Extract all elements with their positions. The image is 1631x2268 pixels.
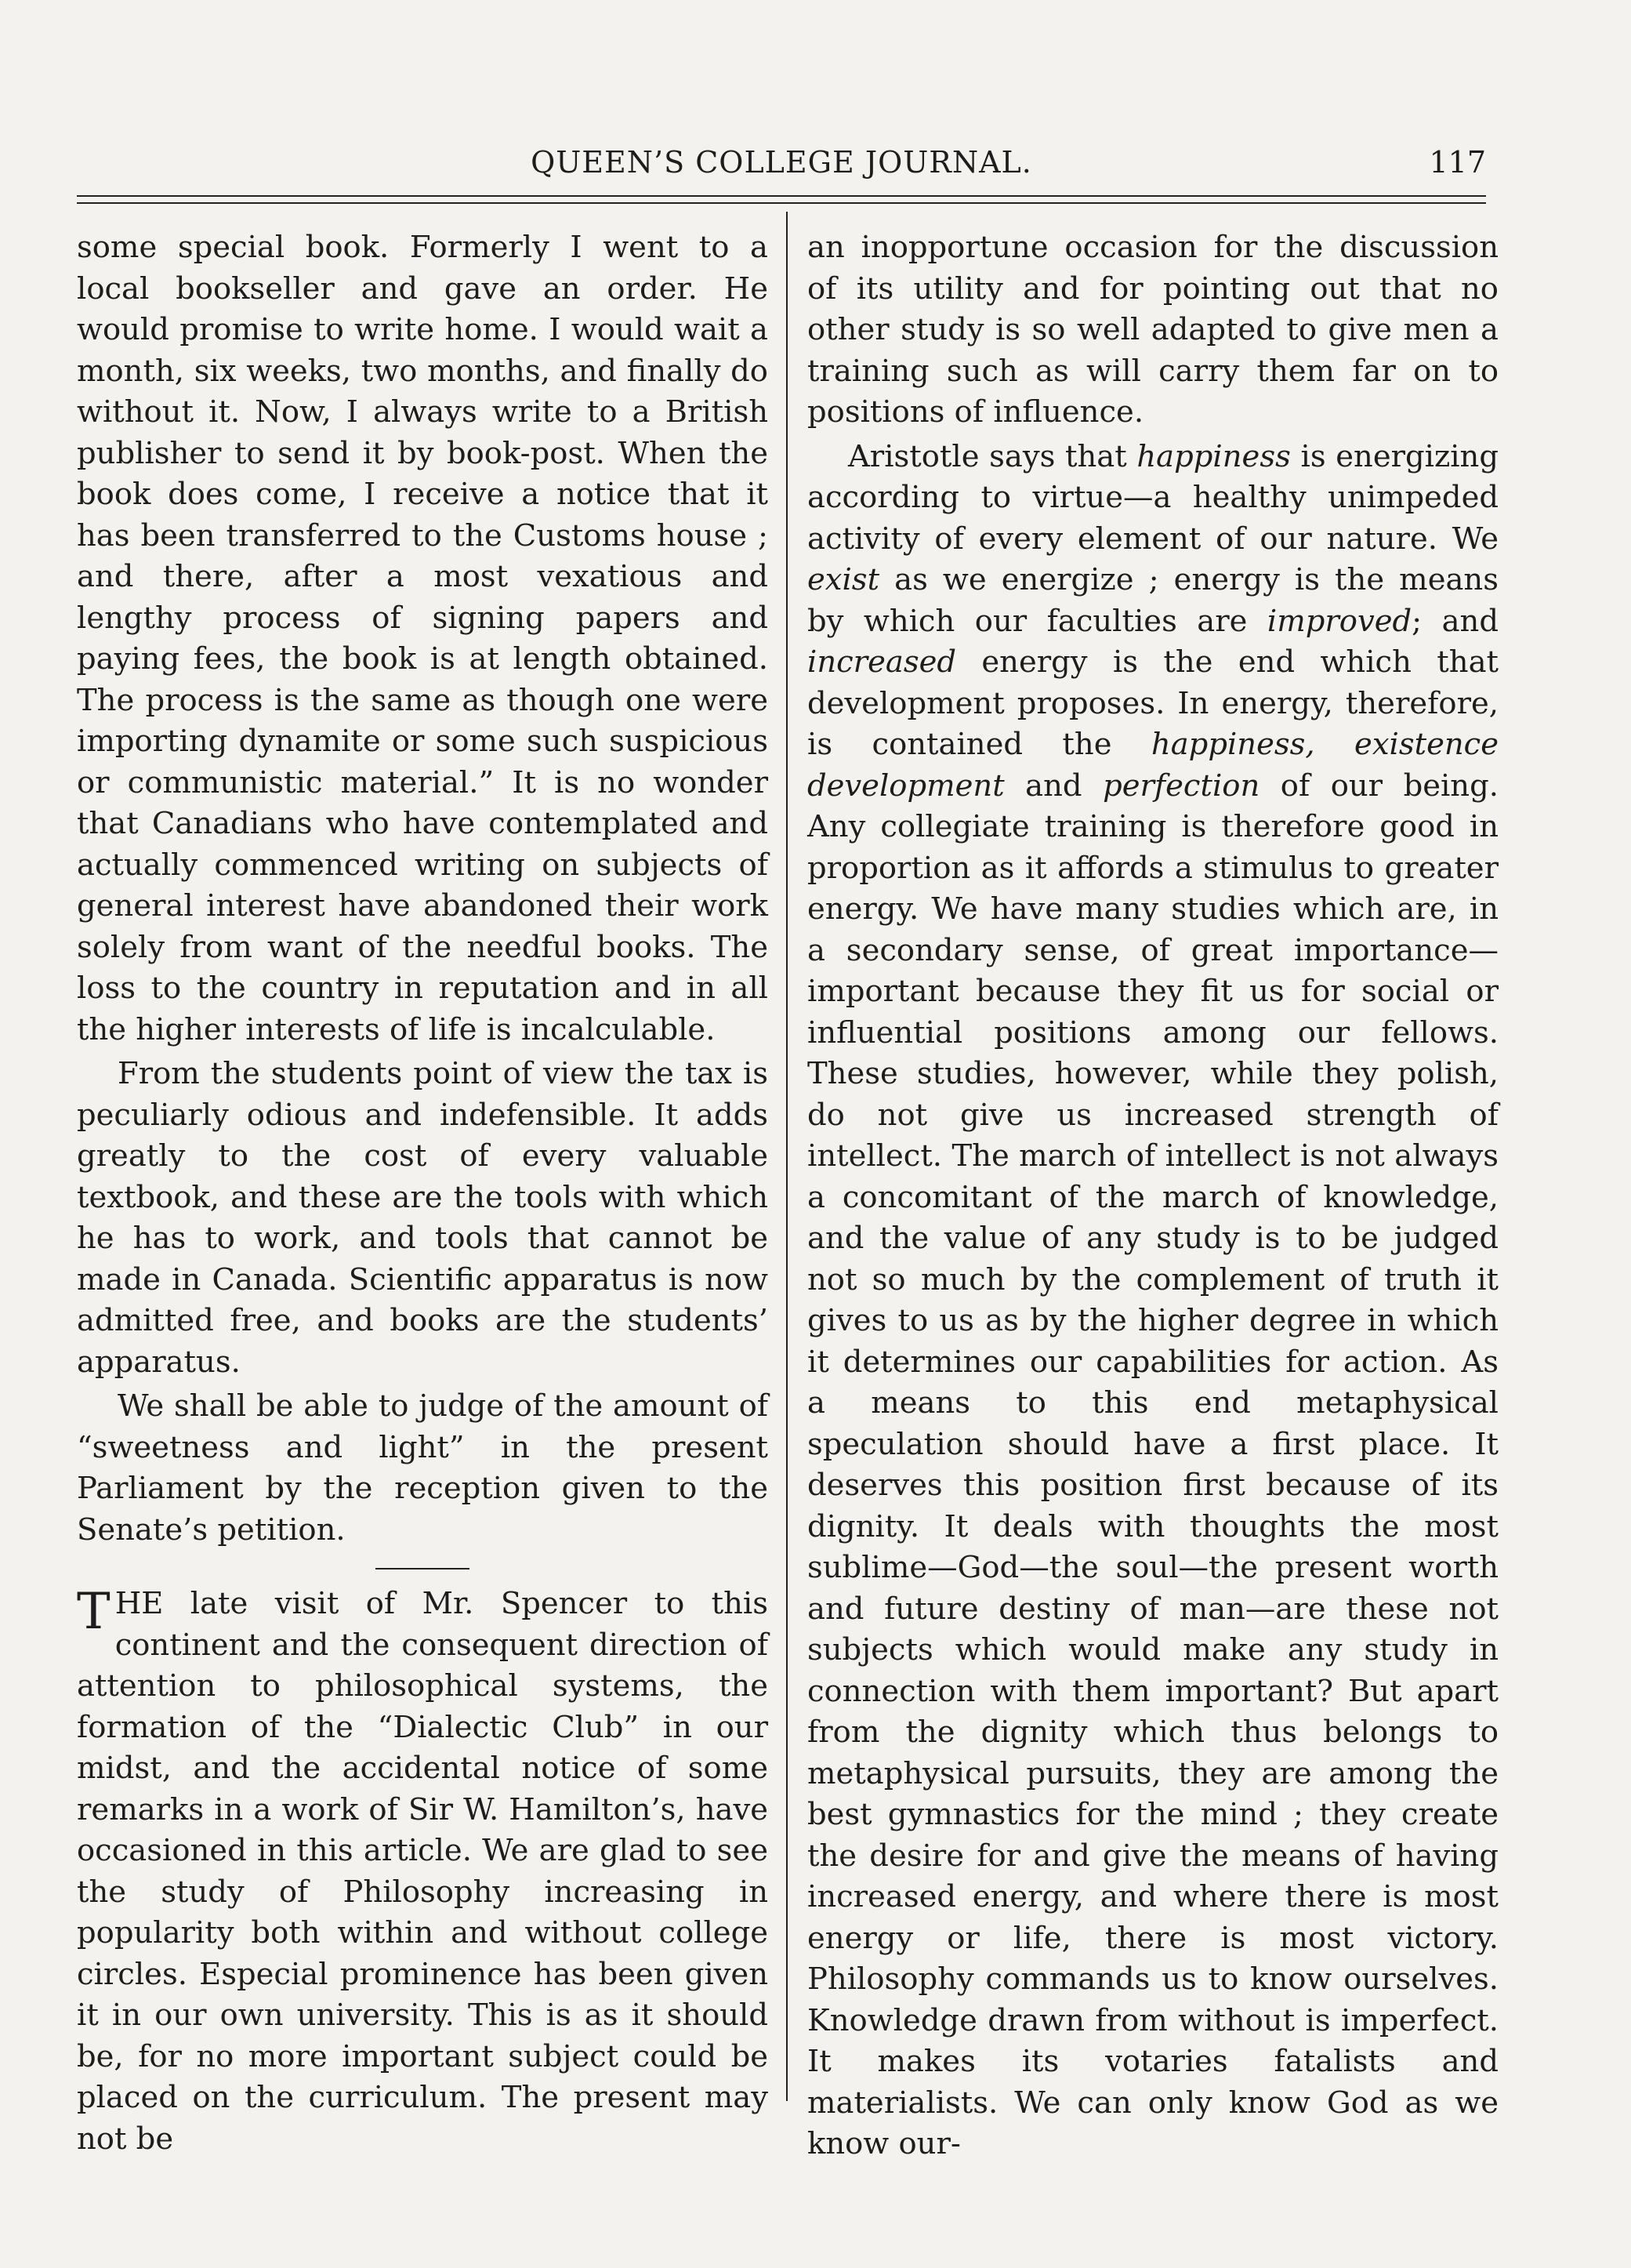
section-separator [375, 1568, 469, 1569]
header-rule-bottom [77, 202, 1486, 204]
text-run: as we energize ; energy is the means by which our faculties are [807, 562, 1499, 639]
text-run: and [1004, 767, 1104, 804]
text-run: of our being. Any collegiate training is therefore good in proportion as it affords a stimulus to greater energy. We have many studies which are, in a secondary sense, of great importance—important because they fit us for social or influential positions among our fellows. These studies, however, while they polish, do not give us increased strength of intellect. The march of intellect is not always a concomitant of the march of knowledge, and the value of any study is to be judged not so much by the complement of truth it gives to us as by the higher degree in which it determines our capabilities for action. As a means to this end metaphysical speculation should have a first place. It deserves this position first because of its dignity. It deals with thoughts the most sublime—God—the soul—the present worth and future destiny of man—are these not subjects which would make any study in connection with them important? But apart from the dignity which thus belongs to metaphysical pursuits, they are among the best gymnastics for the mind ; they create the desire for and give the means of having increased energy, and where there is most energy or life, there is most victory. Philosophy commands us to know ourselves. Knowledge drawn from without is imperfect. It makes its votaries fatalists and materialists. We can only know God as we know our- [807, 767, 1499, 2161]
right-paragraph-1: an inopportune occasion for the discussion of its utility and for pointing out that no other study is so well adapted to give men a training such as will carry them far on to positions of influence. [807, 230, 1499, 430]
left-paragraph-4 [77, 1584, 768, 2160]
text-run: Aristotle says that [848, 438, 1137, 474]
header-rule-top [77, 195, 1486, 197]
text-run: ; and [1412, 603, 1499, 639]
left-paragraph-2: From the students point of view the tax is peculiarly odious and indefensible. It adds greatly to the cost of every valuable textbook, and these are the tools with which he has to work, and tools that cannot be made in Canada. Scientific apparatus is now admitted free, and books are the students’ apparatus. [77, 1056, 768, 1380]
column-divider [786, 212, 788, 2101]
italic-improved: improved [1267, 603, 1412, 639]
left-paragraph-4-text: HE late visit of Mr. Spencer to this continent and the consequent direction of attention to philosophical systems, the formation of the “Dialectic Club” in our midst, and the accidental notice of some remarks in a work of Sir W. Hamilton’s, have occasioned in this article. We are glad to see the study of Philosophy increasing in popularity both within and without college circles. Especial prominence has been given it in our own university. This is as it should be, for no more important subject could be placed on the curriculum. The present may not be [77, 1586, 768, 2157]
italic-happiness: happiness [1136, 438, 1291, 474]
page-header [77, 145, 1486, 184]
right-column [807, 227, 1499, 2165]
left-paragraph-3: We shall be able to judge of the amount of “sweetness and light” in the present Parliament by the reception given to the Senate’s petition. [77, 1388, 768, 1548]
text-run: is energizing according to virtue—a healthy unimpeded activity of every element of our nature. We [807, 438, 1499, 557]
page-number: 117 [1429, 145, 1486, 180]
left-column [77, 227, 768, 2160]
text-run: energy is the end which that development proposes. In energy, therefore, is contained the [807, 644, 1499, 762]
italic-happiness-existence-development: happiness, existence development [807, 727, 1499, 804]
left-paragraph-1: some special book. Formerly I went to a local bookseller and gave an order. He would promise to write home. I would wait a month, six weeks, two months, and finally do without it. Now, I always write to a British publisher to send it by book-post. When the book does come, I receive a notice that it has been transferred to the Customs house ; and there, after a most vexatious and lengthy process of signing papers and paying fees, the book is at length obtained. The process is the same as though one were importing dynamite or some such suspicious or communistic material.” It is no wonder that Canadians who have contemplated and actually commenced writing on subjects of general interest have abandoned their work solely from want of the needful books. The loss to the country in reputation and in all the higher interests of life is incalculable. [77, 230, 768, 1047]
italic-exist: exist [807, 562, 880, 597]
journal-title: QUEEN’S COLLEGE JOURNAL. [531, 145, 1032, 180]
italic-increased: increased [807, 644, 956, 680]
right-paragraph-2 [807, 437, 1499, 2165]
drop-cap: T [77, 1583, 111, 1641]
italic-perfection: perfection [1103, 767, 1260, 804]
